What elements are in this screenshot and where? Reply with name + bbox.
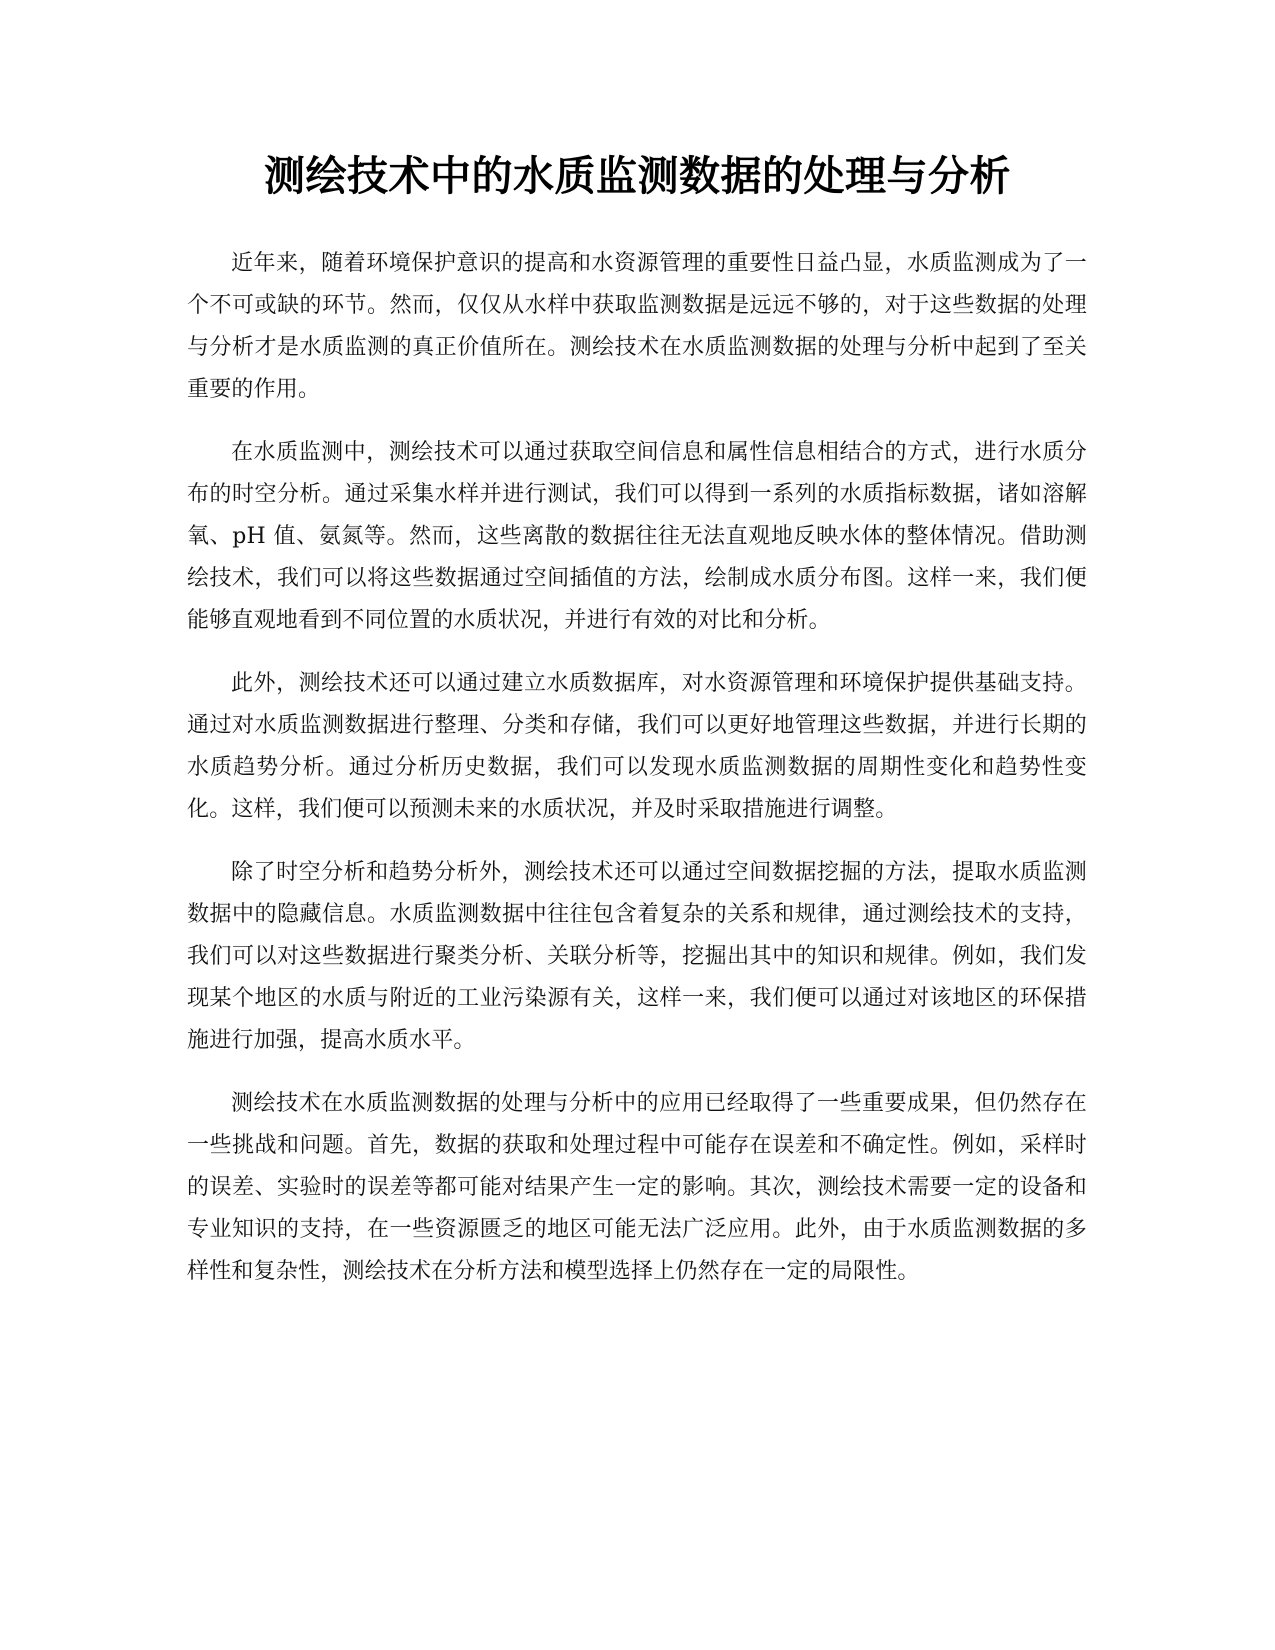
document-body [187,243,1087,1314]
paragraph-1: 近年来，随着环境保护意识的提高和水资源管理的重要性日益凸显，水质监测成为了一个不可或缺的环节。然而，仅仅从水样中获取监测数据是远远不够的，对于这些数据的处理与分析才是水质监测的真正价值所在。测绘技术在水质监测数据的处理与分析中起到了至关重要的作用。 [187,251,1087,402]
paragraph-3: 此外，测绘技术还可以通过建立水质数据库，对水资源管理和环境保护提供基础支持。通过对水质监测数据进行整理、分类和存储，我们可以更好地管理这些数据，并进行长期的水质趋势分析。通过分析历史数据，我们可以发现水质监测数据的周期性变化和趋势性变化。这样，我们便可以预测未来的水质状况，并及时采取措施进行调整。 [187,671,1087,822]
document-title: 测绘技术中的水质监测数据的处理与分析 [264,152,1011,200]
paragraph-4: 除了时空分析和趋势分析外，测绘技术还可以通过空间数据挖掘的方法，提取水质监测数据中的隐藏信息。水质监测数据中往往包含着复杂的关系和规律，通过测绘技术的支持，我们可以对这些数据进行聚类分析、关联分析等，挖掘出其中的知识和规律。例如，我们发现某个地区的水质与附近的工业污染源有关，这样一来，我们便可以通过对该地区的环保措施进行加强，提高水质水平。 [187,860,1087,1053]
paragraph-2: 在水质监测中，测绘技术可以通过获取空间信息和属性信息相结合的方式，进行水质分布的时空分析。通过采集水样并进行测试，我们可以得到一系列的水质指标数据，诸如溶解氧、pH 值、氨氮等。然而，这些离散的数据往往无法直观地反映水体的整体情况。借助测绘技术，我们可以将这些数据通过空间插值的方法，绘制成水质分布图。这样一来，我们便能够直观地看到不同位置的水质状况，并进行有效的对比和分析。 [187,440,1087,633]
paragraph-5: 测绘技术在水质监测数据的处理与分析中的应用已经取得了一些重要成果，但仍然存在一些挑战和问题。首先，数据的获取和处理过程中可能存在误差和不确定性。例如，采样时的误差、实验时的误差等都可能对结果产生一定的影响。其次，测绘技术需要一定的设备和专业知识的支持，在一些资源匮乏的地区可能无法广泛应用。此外，由于水质监测数据的多样性和复杂性，测绘技术在分析方法和模型选择上仍然存在一定的局限性。 [187,1091,1087,1284]
